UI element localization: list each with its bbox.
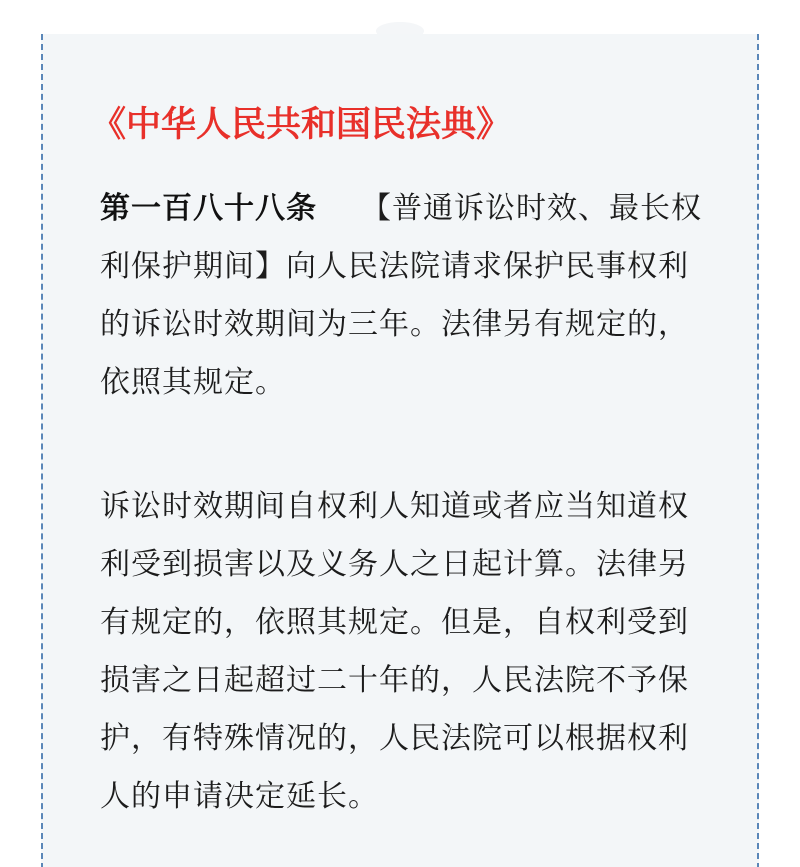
paragraph-line: 有规定的，依照其规定。但是，自权利受到: [100, 605, 689, 640]
article-number: 第一百八十八条: [100, 191, 317, 226]
paragraph-line: 护，有特殊情况的，人民法院可以根据权利: [100, 721, 689, 756]
paragraph-line: 利保护期间】向人民法院请求保护民事权利: [100, 249, 689, 284]
paragraph-line: 依照其规定。: [100, 365, 286, 400]
article-paragraph-1: [100, 180, 710, 412]
paragraph-line: [100, 180, 710, 238]
document-title: 《中华人民共和国民法典》: [91, 105, 512, 145]
article-paragraph-2: [100, 478, 710, 826]
paragraph-line: 人的申请决定延长。: [100, 779, 379, 814]
paragraph-line: 诉讼时效期间自权利人知道或者应当知道权: [100, 489, 689, 524]
paragraph-line: 的诉讼时效期间为三年。法律另有规定的，: [100, 307, 689, 342]
paragraph-line: 损害之日起超过二十年的，人民法院不予保: [100, 663, 689, 698]
article-heading: 【普通诉讼时效、最长权: [361, 191, 702, 226]
paragraph-line: 利受到损害以及义务人之日起计算。法律另: [100, 547, 689, 582]
